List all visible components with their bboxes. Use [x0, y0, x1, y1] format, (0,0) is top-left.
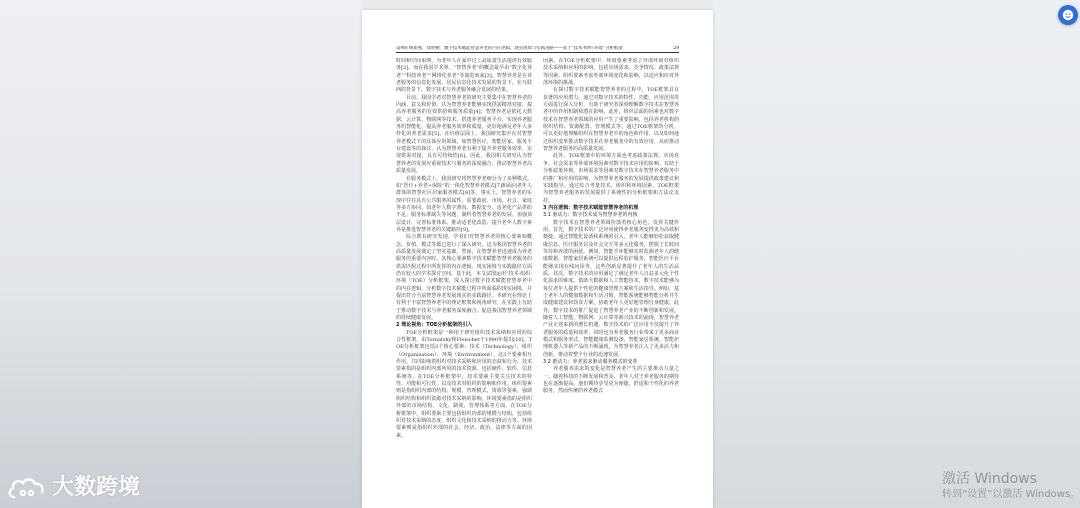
- avatar-button[interactable]: [1058, 5, 1078, 25]
- page-number: 29: [673, 46, 679, 51]
- subsection-heading: 3.2 推动力：养老需求驱动服务模式的变革: [543, 359, 638, 366]
- body-paragraph: 在探讨数字技术赋能智慧养老的过程中，TOE框架具有显著的应用潜力。通过对数字技术的特性、功能、应用范围等方面进行深入分析，有助于研究者深刻理解数字技术在智慧养老中的作用机制和潜在影响。此外，组织层面的因素也对数字技术在智慧养老领域的应用产生了重要影响，包括养老机构的组织结构、资源配置、管理模式等。通过TOE框架的分析，可以更好地理解组织在智慧养老中的角色和作用，以及如何通过组织变革推动数字技术在养老服务中的有效应用，从而推动智慧养老服务的高质量发展。: [543, 87, 679, 153]
- document-page[interactable]: [362, 10, 713, 508]
- body-paragraph: TOE分析框架是一种用于研究组织技术采纳和应用的综合性框架，由Tornatzky和Fleischer于1990年提出[10]。TOE分析框架包括3个核心要素：技术（Technology）、组织（Organization）、环境（Environment）。这3个要素相互作用，共同影响着组织对技术采纳和应用的态度和行为。技术要素指的是组织内部所用的技术资源，包括硬件、软件、信息系统等。在TOE分析框架中，技术要素主要关注技术的特性、功能和可行性，以及技术对组织的影响和作用。组织要素则是指组织内部的结构、规模、管理模式、资源等要素，强调组织结构和组织资源对技术采纳的影响。环境要素指的是组织外部的市场结构、文化、制度、管理体系等方面。在TOE分析框架中，组织要素主要包括组织内部的规模与结构，包括组织对技术采纳的态度、组织文化和技术采纳的推动力等。环境要素则是指组织外部的社会、经济、政治、法律等方面的因素。: [396, 329, 532, 439]
- body-paragraph: 此外，TOE框架中的环境方面也考虑政策法规、市场竞争、社会需求等外部环境因素对数字技术应用的影响。有助于分析政策环境、市场需求等因素对数字技术在智慧养老服务中的推广和应用的影响，为智慧养老服务的发展提供政策建议和实践指导。通过综合考量技术、组织和环境因素，TOE框架为智慧养老服务的发展提供了系统性的分析框架和方法论支持。: [543, 153, 679, 204]
- user-face-icon: [1062, 9, 1074, 21]
- body-paragraph: 因素。在TOE分析框架中，环境要素考虑了外部环境对组织技术采纳和应用的影响，包括市场需求、竞争情况、政策法规等因素。组织要素考虑外部环境变化和影响，以适应和应对外部环境的挑战。: [543, 58, 679, 87]
- body-paragraph: 数字技术在智慧养老领域扮演着核心角色，发挥关键作用。首先，数字技术的广泛应用使得养老服务变得更为高效和便捷。通过智能化设备和系统的引入，老年人能够轻松获取健康信息、医疗服务以及社会交互等多元化服务，摆脱了长时间等待和奔波的困扰。例如，智能手环能够实时监测老年人的健康数据，智能家居系统可以提供远程监护服务，智能医疗平台能够实现在线问诊等，这些创新显著提升了老年人的生活品质。其次，数字技术的应用满足了满足老年人日益多元化个性化需求的难度。借助大数据和人工智能技术，数字技术能够为每位老年人提供个性化的健康管理方案和生活指导。例如，基于老年人的健康数据和生活习惯，智能系统能够智能分析并生成健康建议和饮食方案，协助老年人更好地管理自身健康。此外，数字技术的推广促进了智慧养老产业的不断创新和发展。随着人工智能、物联网、云计算等新兴技术的涌现，智慧养老产业正迎来新的增长机遇。数字技术的广泛应用不仅提升了养老服务的质量和效率，同时也为养老服务行业带来了更多商业模式和服务形式。智能健康监测设备、智能家居系统、智能护理机器人等新产品的不断涌现，为智慧养老注入了更多活力和创新，推动着整个行业的迅速发展。: [543, 219, 679, 358]
- activation-hint: 转到“设置”以激活 Windows。: [942, 489, 1080, 500]
- section-heading: 3 内在逻辑：数字技术赋能智慧养老的机理: [543, 204, 639, 211]
- viewer-background-left: [0, 0, 362, 508]
- body-paragraph: 目前，我国学者对智慧养老的研究主要集中在智慧养老的内涵、意义和价值，认为智慧养老能够实现供需精准对接，提高养老服务的有效供给和服务质量[4]；智慧养老是依托大数据、云计算、物联网等技术，搭建养老服务平台，实现养老服务的智能化，提高养老服务效率和质量，更好地满足老年人多样化的养老需求[5]。在价值层面上，我国研究集中在对智慧养老模式下的具体应用领域，如智慧医疗、智能居家、服务平台建设等的探讨，认为智慧养老有利于提升养老服务效率，实现供需对接，具有可持续性[6]。因此，我国相关研究认为智慧养老的发展应重视技术与服务的深度融合，推动智慧养老高质量发展。: [396, 94, 532, 175]
- right-column: [543, 58, 679, 498]
- activation-title: 激活 Windows: [942, 471, 1037, 487]
- subsection-heading: 3.1 驱动力：数字技术成为智慧养老的内核: [543, 212, 638, 219]
- left-column: [396, 58, 532, 498]
- body-paragraph: 综合既有研究发现，学者们对智慧养老的核心要素如概念、价值、模式等都已进行了深入研究，这为我国智慧养老的高质量发展奠定了坚实基础。然而，在智慧养老迅速成为养老服务的重要内容时，其核心要素数字技术赋能智慧养老服务的供需匹配过程中所发挥的内在逻辑、现实困境与实践路径方面仍有较大的学术探讨空间。基于此，本文试图运用“技术-组织-环境（TOE）分析框架，深入探讨数字技术赋能智慧养老中的内在逻辑，分析数字技术赋能过程中所面临的现实困境，并提出符合当前智慧养老发展现实的实践路径。本研究在理论上有利于丰富智慧养老中的理论框架和视角研究，在实践上有助于推动数字技术与养老服务深度融合，促进我国智慧养老领域的持续健康发展。: [396, 234, 532, 322]
- viewer-background-right: [713, 0, 1080, 508]
- body-paragraph: 养老服务需求的变化是智慧养老产生的主要推动力量之一。随着科技的不断发展和普及，老年人对于养老服务的期待也在逐渐提高。他们期待享受更为便捷、舒适和个性化的养老服务，然而传统的养老模式: [543, 366, 679, 395]
- running-head-title: 第9期 杨新燕，徐赞桐：数字技术赋能智慧养老的内在逻辑、现实困境与实践进路——基于“技术-组织-环境”分析框架: [396, 46, 623, 51]
- brand-logo-text: 大数跨境: [52, 475, 141, 500]
- body-paragraph: 在服务模式上，我国研究将智慧养老细分为了多种模式。如“医疗+养老+保险”的一体化智慧养老模式[7]和面向老年人群体的智慧社区居家服务模式[8]等。事实上，智慧养老的实现中往往具有公共服务的属性，需要政府、市场、社会、家庭等多方协同。如老年人数字鸿沟、数据安全、适老化产品供给不足、服务标准缺失等问题，制约着智慧养老的发展。加强顶层设计、完善标准体系、推动适老化改造、提升老年人数字素养是推进智慧养老的关键路径[9]。: [396, 175, 532, 233]
- windows-activation-watermark: [942, 470, 1078, 502]
- running-head: [396, 46, 679, 53]
- section-heading: 2 理论视角：TOE分析框架的引入: [396, 322, 473, 329]
- body-paragraph: 时间和空间束缚，为老年人在家中过上高质量生活提供有效服务[2]。而在我国学术界，“智慧养老”的概念最早由“数字化养老”“科技养老”“网络化养老”等演进而来[3]。智慧养老是在养老服务的信息化发展、居民信息化技术发展的背景下，在互联网的背景下，数字技术与养老服务融合发展的结果。: [396, 58, 532, 94]
- cloud-logo-icon: [8, 473, 48, 503]
